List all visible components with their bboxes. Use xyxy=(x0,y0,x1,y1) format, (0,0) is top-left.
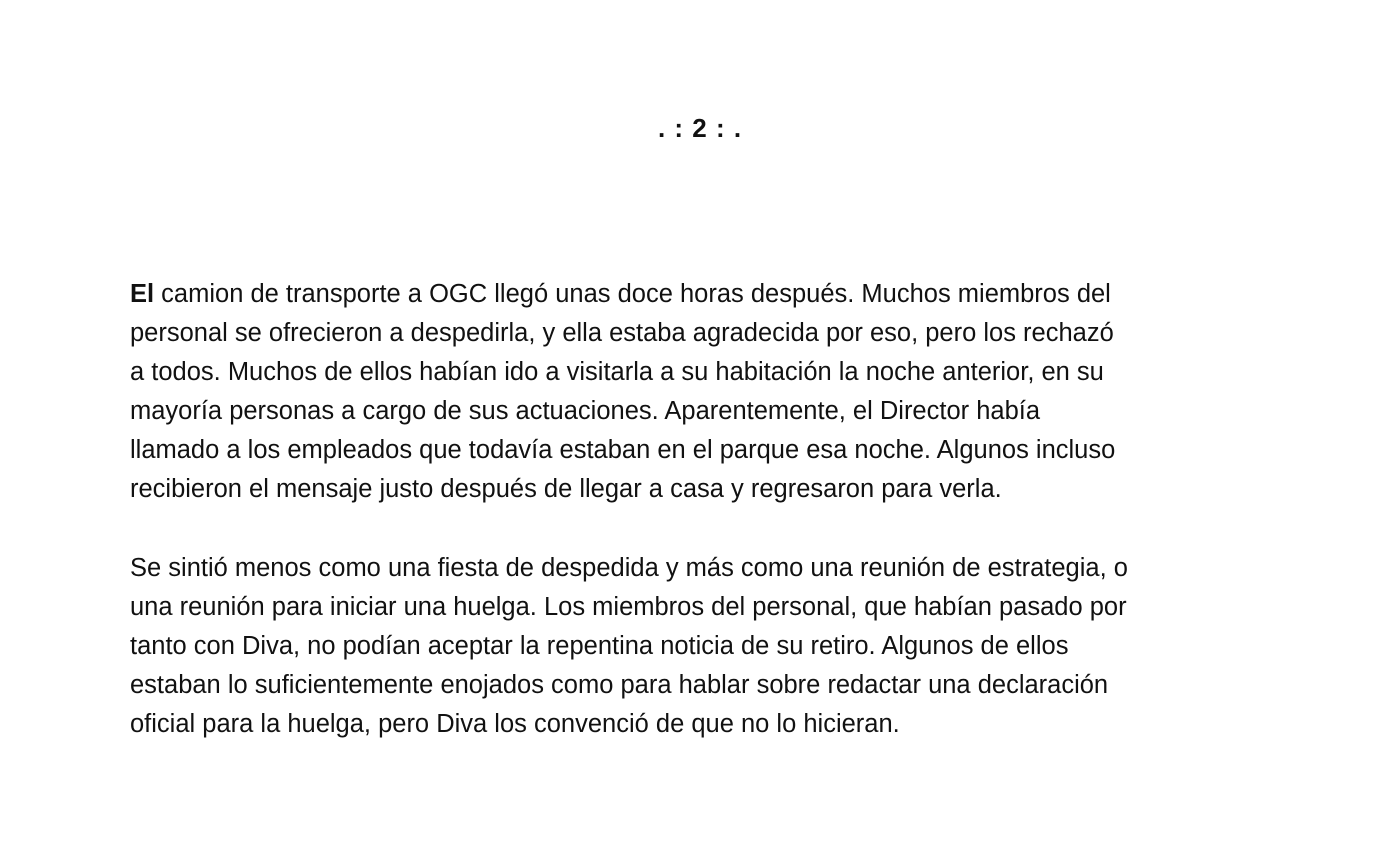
body-text xyxy=(130,275,1280,784)
paragraph-line: personal se ofrecieron a despedirla, y ella estaba agradecida por eso, pero los rechazó xyxy=(130,319,1114,347)
paragraph-line: recibieron el mensaje justo después de llegar a casa y regresaron para verla. xyxy=(130,475,1002,503)
paragraph-line: una reunión para iniciar una huelga. Los miembros del personal, que habían pasado por xyxy=(130,593,1127,621)
paragraph-2 xyxy=(130,549,1280,744)
paragraph-line: oficial para la huelga, pero Diva los convenció de que no lo hicieran. xyxy=(130,710,900,738)
paragraph-line: mayoría personas a cargo de sus actuaciones. Aparentemente, el Director había xyxy=(130,397,1041,425)
paragraph-1 xyxy=(130,275,1280,509)
paragraph-line xyxy=(130,275,1280,314)
paragraph-line: Se sintió menos como una fiesta de despedida y más como una reunión de estrategia, o xyxy=(130,554,1128,582)
line-text: camion de transporte a OGC llegó unas doce horas después. Muchos miembros del xyxy=(154,280,1111,308)
chapter-number: . : 2 : . xyxy=(657,113,743,143)
paragraph-line: estaban lo suficientemente enojados como para hablar sobre redactar una declaración xyxy=(130,671,1109,699)
paragraph-line: a todos. Muchos de ellos habían ido a visitarla a su habitación la noche anterior, en su xyxy=(130,358,1104,386)
paragraph-line: tanto con Diva, no podían aceptar la repentina noticia de su retiro. Algunos de ellos xyxy=(130,632,1069,660)
paragraph-line: llamado a los empleados que todavía estaban en el parque esa noche. Algunos incluso xyxy=(130,436,1116,464)
lead-word: El xyxy=(130,280,155,308)
